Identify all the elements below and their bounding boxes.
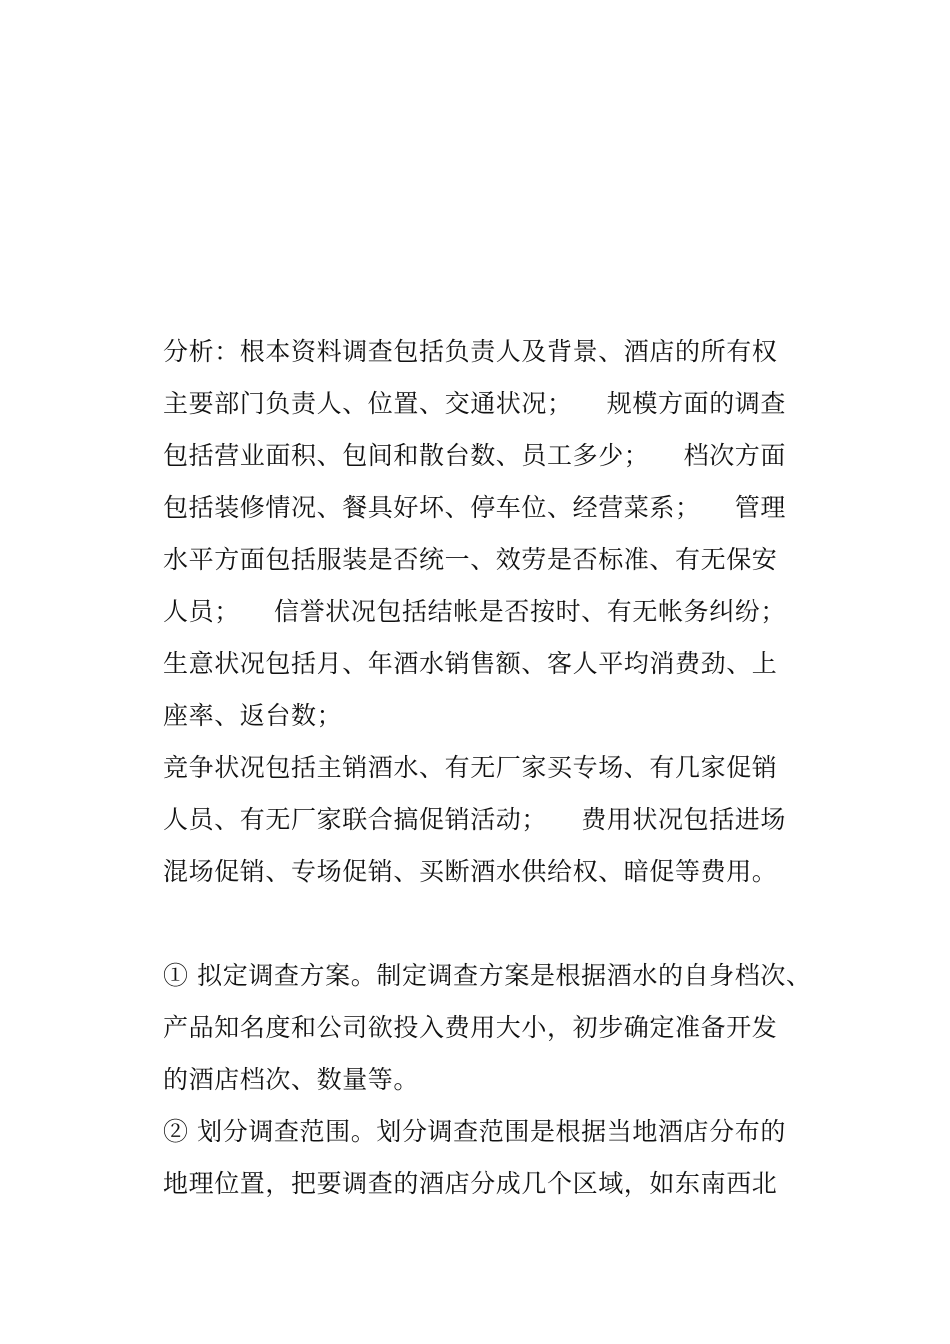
numbered-item-line: ① 拟定调查方案。制定调查方案是根据酒水的自身档次、 (163, 961, 812, 990)
text-line: 座率、返台数； (163, 701, 343, 730)
numbered-item-line: ② 划分调查范围。划分调查范围是根据当地酒店分布的 (163, 1117, 786, 1146)
numbered-item-line: 产品知名度和公司欲投入费用大小，初步确定准备开发 (163, 1013, 778, 1042)
text-line: 水平方面包括服装是否统一、效劳是否标准、有无保安 (163, 545, 778, 574)
numbered-item-line: 的酒店档次、数量等。 (163, 1065, 420, 1094)
text-line: 包括装修情况、餐具好坏、停车位、经营菜系； 管理 (163, 493, 786, 522)
text-line: 竞争状况包括主销酒水、有无厂家买专场、有几家促销 (163, 753, 778, 782)
text-line: 混场促销、专场促销、买断酒水供给权、暗促等费用。 (163, 857, 778, 886)
text-line: 生意状况包括月、年酒水销售额、客人平均消费劲、上 (163, 649, 778, 678)
text-line: 人员、有无厂家联合搞促销活动； 费用状况包括进场 (163, 805, 786, 834)
text-line: 分析：根本资料调查包括负责人及背景、酒店的所有权 (163, 337, 778, 366)
text-line: 人员； 信誉状况包括结帐是否按时、有无帐务纠纷； (163, 597, 786, 626)
numbered-item-line: 地理位置，把要调查的酒店分成几个区域，如东南西北 (163, 1169, 778, 1198)
text-line: 包括营业面积、包间和散台数、员工多少； 档次方面 (163, 441, 786, 470)
text-line: 主要部门负责人、位置、交通状况； 规模方面的调查 (163, 389, 786, 418)
